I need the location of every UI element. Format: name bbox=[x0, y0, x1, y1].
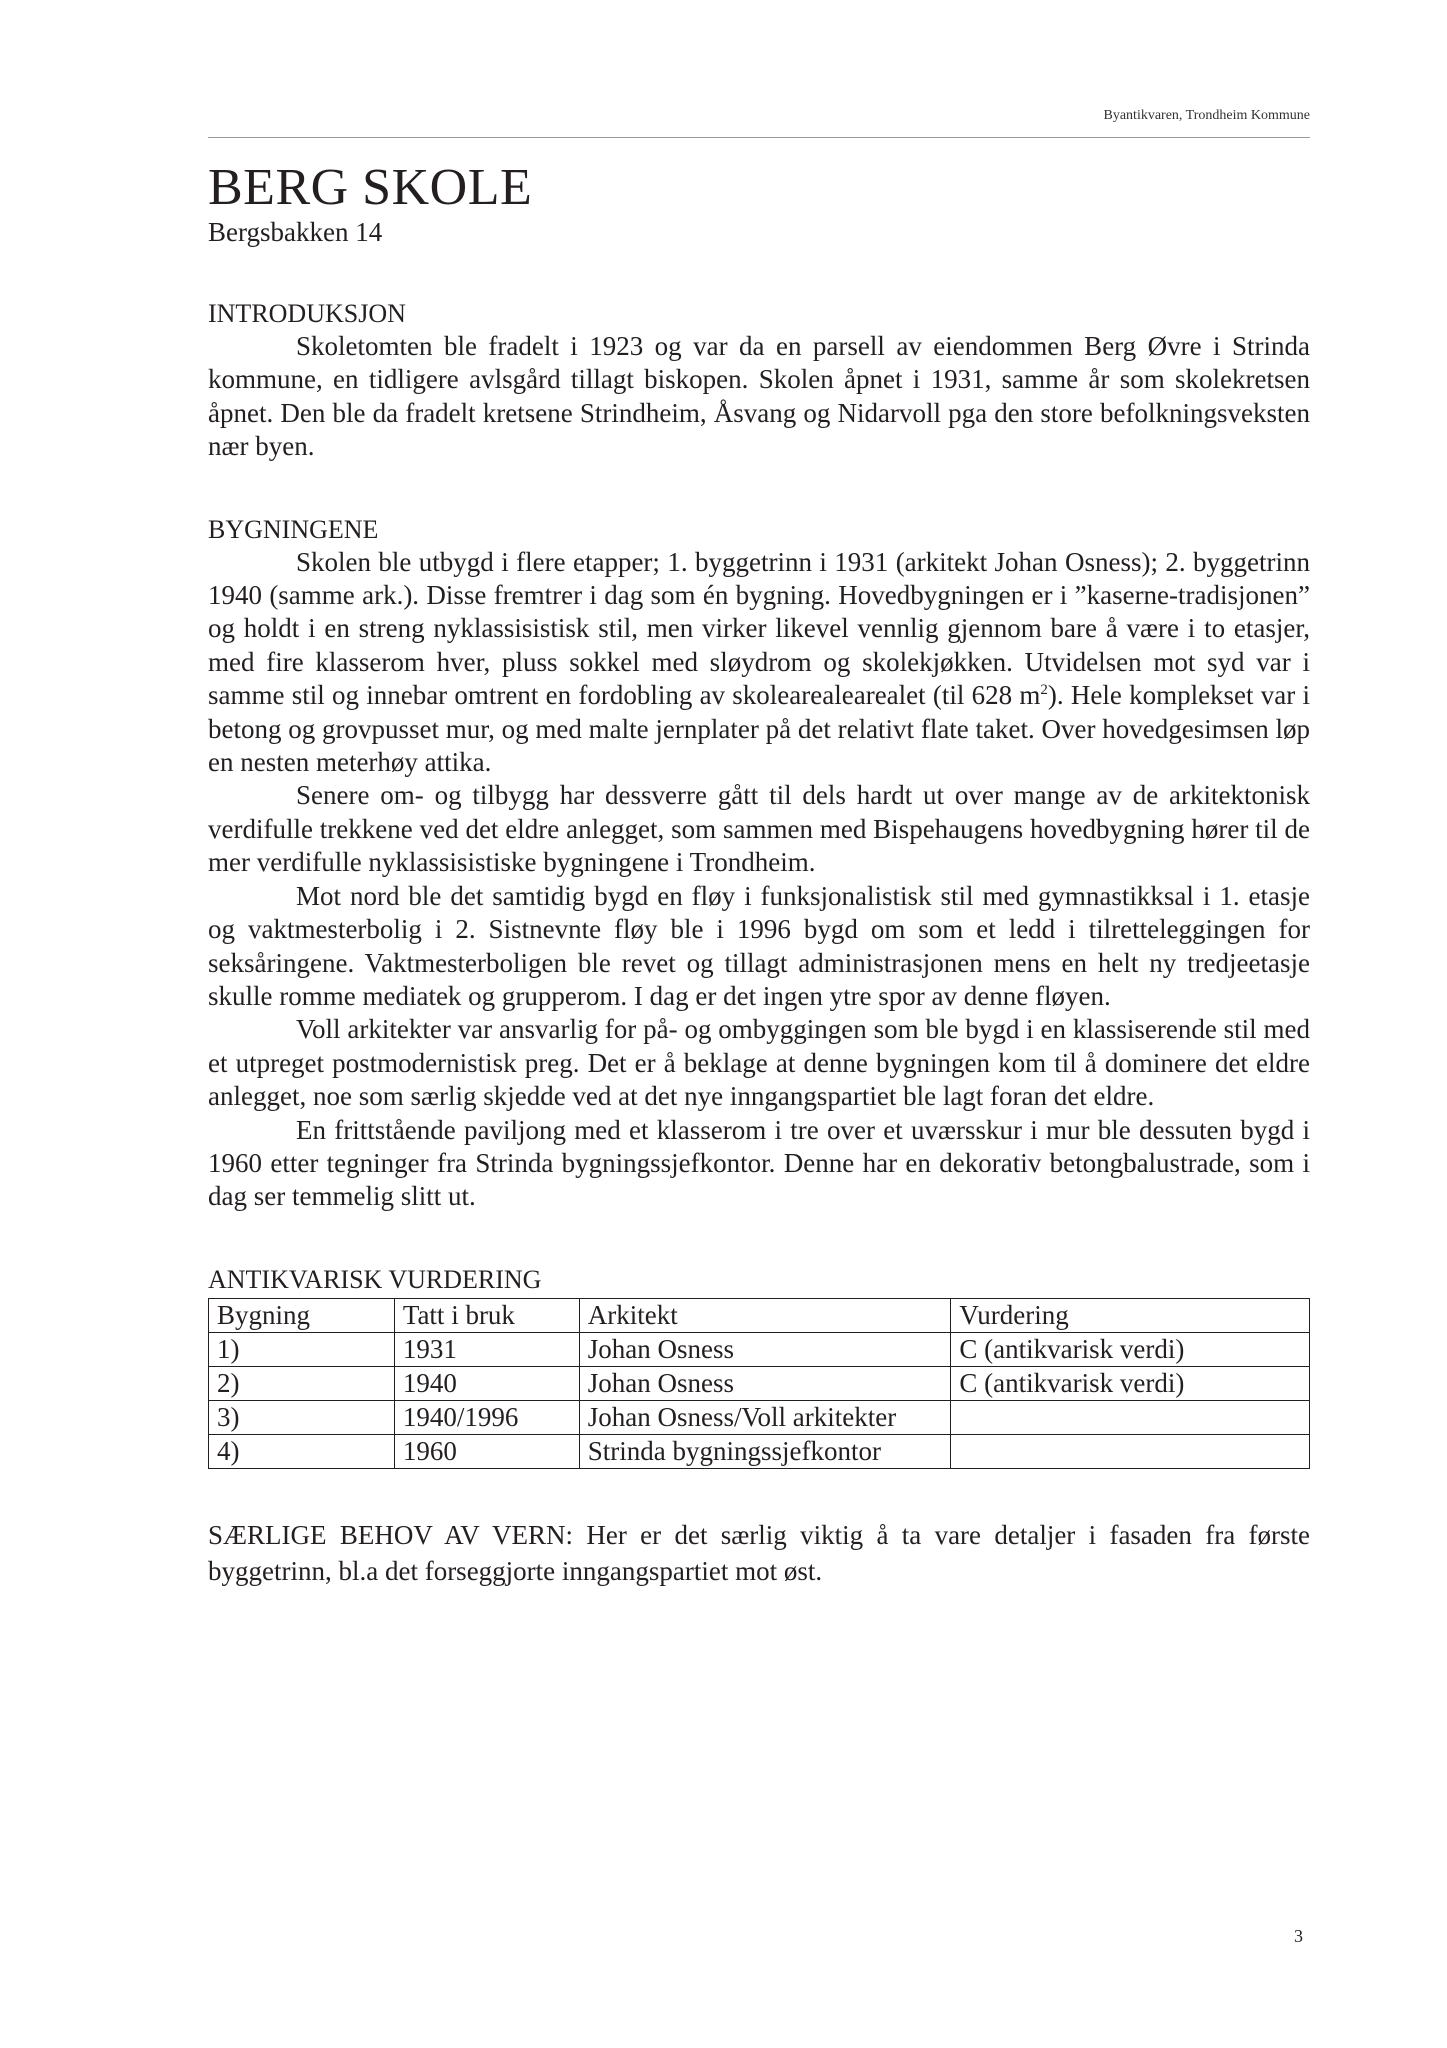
table-cell: 2) bbox=[209, 1366, 395, 1400]
table-cell: 1) bbox=[209, 1332, 395, 1366]
table-cell bbox=[951, 1400, 1310, 1434]
table-cell: Johan Osness/Voll arkitekter bbox=[579, 1400, 951, 1434]
section-heading: ANTIKVARISK VURDERING bbox=[208, 1264, 542, 1294]
paragraph: Mot nord ble det samtidig bygd en fløy i funksjonalistisk stil med gymnastikksal i 1. etasje og vaktmesterbolig i 2. Sistnevnte fløy ble i 1996 bygd om som et ledd i tilretteleggingen for seksåringene. Vaktmesterboligen ble revet og tillagt administrasjonen mens en helt ny tredjeetasje skulle romme mediatek og grupperom. I dag er det ingen ytre spor av denne fløyen. bbox=[208, 880, 1310, 1011]
column-header: Bygning bbox=[209, 1298, 395, 1332]
table-cell: 1940/1996 bbox=[394, 1400, 579, 1434]
paragraph: Senere om- og tilbygg har dessverre gått til dels hardt ut over mange av de arkitektonisk verdifulle trekkene ved det eldre anlegget, som sammen med Bispehaugens hovedbygning hører til de mer verdifulle nyklassisistiske bygningene i Trondheim. bbox=[208, 780, 1310, 878]
paragraph: Skoletomten ble fradelt i 1923 og var da en parsell av eiendommen Berg Øvre i Strinda kommune, en tidligere avlsgård tillagt biskopen. Skolen åpnet i 1931, samme år som skolekretsen åpnet. Den ble da fradelt kretsene Strindheim, Åsvang og Nidarvoll pga den store befolkningsveksten nær byen. bbox=[208, 331, 1310, 462]
paragraph-text: ). Hele komplekset var i betong og grovpusset mur, og med malte jernplater på det relativt flate taket. Over hovedgesimsen løp en nesten meterhøy attika. bbox=[208, 680, 1310, 778]
section-introduksjon bbox=[208, 298, 1310, 464]
table-row bbox=[209, 1434, 1310, 1468]
address: Bergsbakken 14 bbox=[208, 217, 383, 247]
table-cell: C (antikvarisk verdi) bbox=[951, 1332, 1310, 1366]
paragraph: Voll arkitekter var ansvarlig for på- og ombyggingen som ble bygd i en klassiserende stil med et utpreget postmodernistisk preg. Det er å beklage at denne bygningen kom til å dominere det eldre anlegget, noe som særlig skjedde ved at det nye inngangspartiet ble lagt foran det eldre. bbox=[208, 1014, 1310, 1112]
column-header: Tatt i bruk bbox=[394, 1298, 579, 1332]
table-cell: 1940 bbox=[394, 1366, 579, 1400]
section-heading: BYGNINGENE bbox=[208, 514, 379, 544]
section-bygningene bbox=[208, 514, 1310, 1214]
table-header-row bbox=[209, 1298, 1310, 1332]
section-antikvarisk-vurdering bbox=[208, 1264, 1310, 1469]
header-rule bbox=[208, 137, 1310, 138]
paragraph bbox=[208, 546, 1310, 780]
table-row bbox=[209, 1400, 1310, 1434]
running-header: Byantikvaren, Trondheim Kommune bbox=[1103, 108, 1310, 123]
content bbox=[208, 160, 1310, 1616]
table-cell: Johan Osness bbox=[579, 1332, 951, 1366]
page-title: BERG SKOLE bbox=[208, 159, 533, 216]
paragraph: En frittstående paviljong med et klasserom i tre over et uværsskur i mur ble dessuten bygd i 1960 etter tegninger fra Strinda bygningssjefkontor. Denne har en dekorativ betongbalustrade, som i dag ser temmelig slitt ut. bbox=[208, 1114, 1310, 1212]
table-cell: 3) bbox=[209, 1400, 395, 1434]
table-cell: Johan Osness bbox=[579, 1366, 951, 1400]
table-cell: 4) bbox=[209, 1434, 395, 1468]
column-header: Arkitekt bbox=[579, 1298, 951, 1332]
table-cell: 1931 bbox=[394, 1332, 579, 1366]
assessment-table bbox=[208, 1298, 1310, 1469]
paragraph-text: Skolen ble utbygd i flere etapper; 1. byggetrinn i 1931 (arkitekt Johan Osness); 2. byggetrinn 1940 (samme ark.). Disse fremtrer i dag som én bygning. Hovedbygningen er i ”kaserne-tradisjonen” og holdt i en streng nyklassisistisk stil, men virker likevel vennlig gjennom bare å være i to etasjer, med fire klasserom hver, pluss sokkel med sløydrom og skolekjøkken. Utvidelsen mot syd var i samme stil og innebar omtrent en fordobling av skolearealearealet (til 628 m bbox=[208, 546, 1310, 711]
table-cell: 1960 bbox=[394, 1434, 579, 1468]
superscript: 2 bbox=[1040, 682, 1048, 699]
page-number: 3 bbox=[1294, 1926, 1303, 1946]
table-cell: Strinda bygningssjefkontor bbox=[579, 1434, 951, 1468]
special-protection-needs: SÆRLIGE BEHOV AV VERN: Her er det særlig viktig å ta vare detaljer i fasaden fra første byggetrinn, bl.a det forseggjorte inngangspartiet mot øst. bbox=[208, 1519, 1310, 1586]
column-header: Vurdering bbox=[951, 1298, 1310, 1332]
table-cell bbox=[951, 1434, 1310, 1468]
section-heading: INTRODUKSJON bbox=[208, 299, 406, 328]
table-cell: C (antikvarisk verdi) bbox=[951, 1366, 1310, 1400]
table-row bbox=[209, 1332, 1310, 1366]
table-row bbox=[209, 1366, 1310, 1400]
